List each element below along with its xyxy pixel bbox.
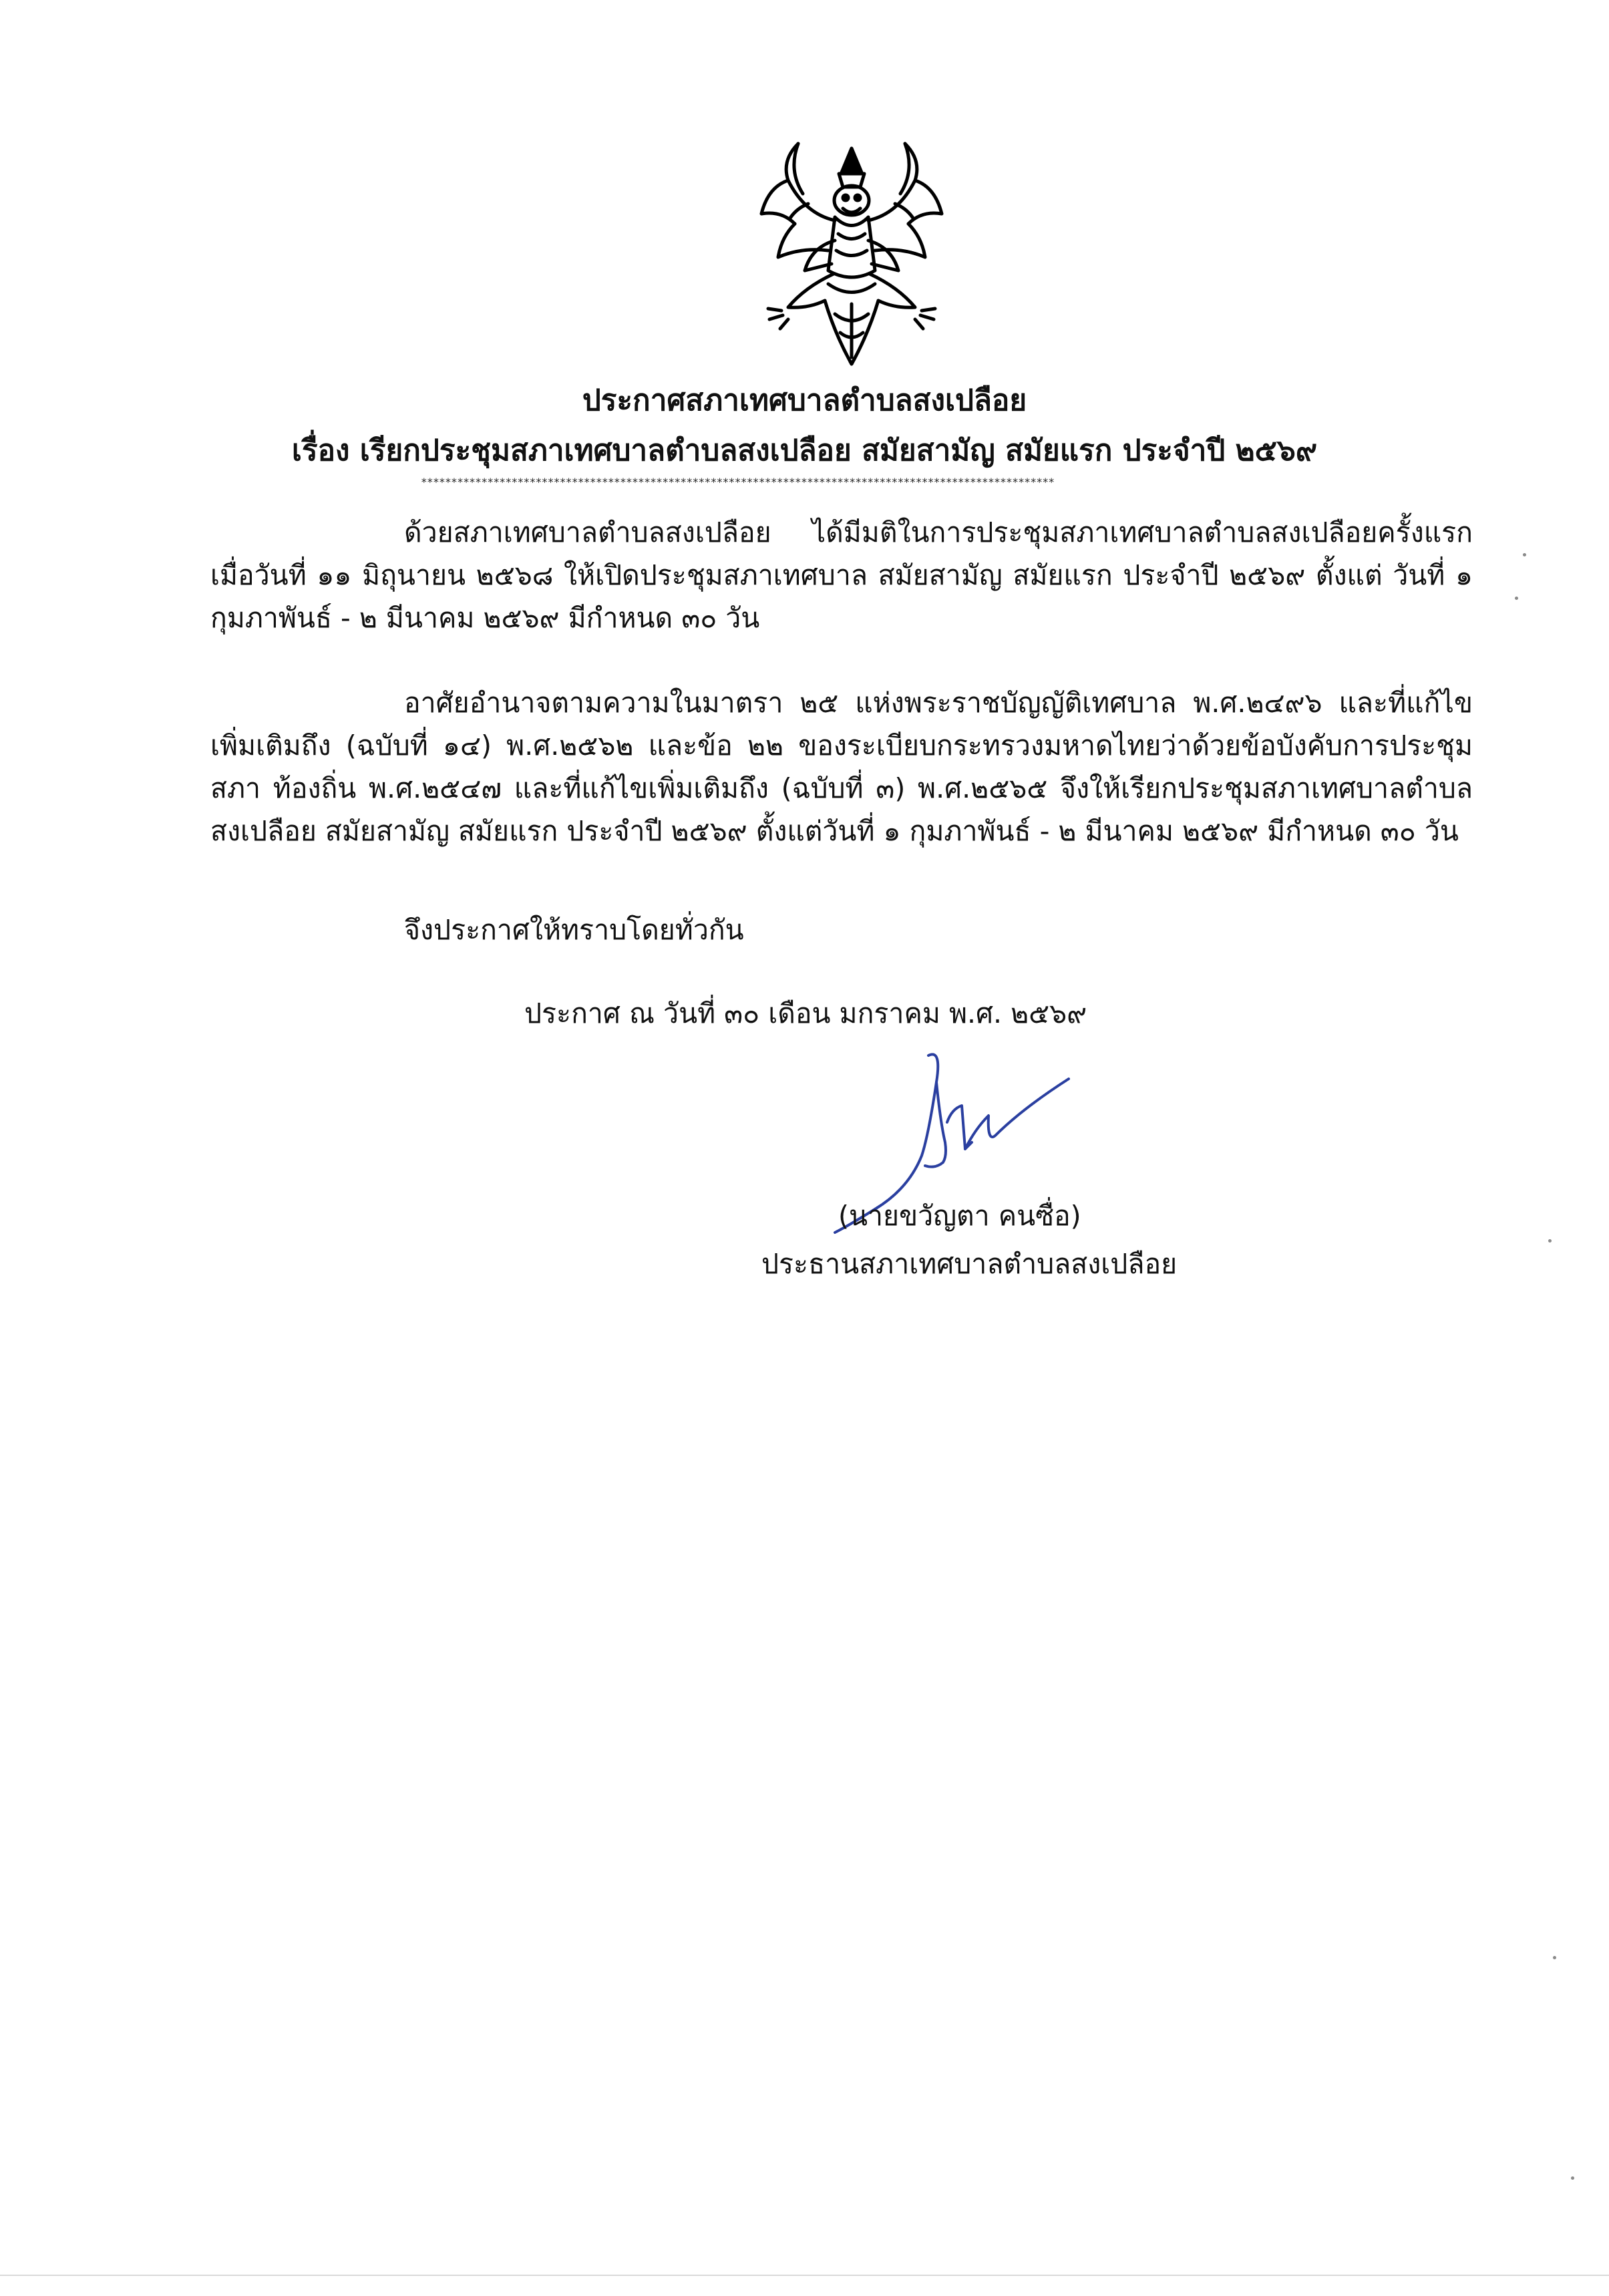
announcement-title: ประกาศสภาเทศบาลตำบลสงเปลือย bbox=[582, 383, 1027, 418]
scan-edge bbox=[0, 2275, 1609, 2276]
announcement-date: ประกาศ ณ วันที่ ๓๐ เดือน มกราคม พ.ศ. ๒๕๖๙ bbox=[524, 997, 1087, 1029]
scan-speck bbox=[1548, 1239, 1552, 1243]
garuda-emblem-icon bbox=[741, 134, 962, 374]
separator-line: ********************************************************************************************************* bbox=[421, 476, 1055, 488]
paragraph-legal-basis: อาศัยอำนาจตามความในมาตรา ๒๕ แห่งพระราชบัญญัติเทศบาล พ.ศ.๒๔๙๖ และที่แก้ไข เพิ่มเติมถึง (ฉบับที่ ๑๔) พ.ศ.๒๕๖๒ และข้อ ๒๒ ของระเบียบกระทรวงมหาดไทยว่าด้วยข้อบังคับการประชุมสภา ท้องถิ่น พ.ศ.๒๕๔๗ และที่แก้ไขเพิ่มเติมถึง (ฉบับที่ ๓) พ.ศ.๒๕๖๕ จึงให้เรียกประชุมสภาเทศบาลตำบลสงเปลือย สมัยสามัญ สมัยแรก ประจำปี ๒๕๖๙ ตั้งแต่วันที่ ๑ กุมภาพันธ์ - ๒ มีนาคม ๒๕๖๙ มีกำหนด ๓๐ วัน bbox=[210, 687, 1473, 847]
signer-position: ประธานสภาเทศบาลตำบลสงเปลือย bbox=[761, 1248, 1178, 1280]
scan-speck bbox=[1553, 1956, 1556, 1959]
signer-name: (นายขวัญตา คนซื่อ) bbox=[838, 1200, 1081, 1232]
closing-statement: จึงประกาศให้ทราบโดยทั่วกัน bbox=[404, 914, 744, 946]
announcement-subject: เรื่อง เรียกประชุมสภาเทศบาลตำบลสงเปลือย สมัยสามัญ สมัยแรก ประจำปี ๒๕๖๙ bbox=[291, 434, 1318, 468]
paragraph-resolution: ด้วยสภาเทศบาลตำบลสงเปลือย ได้มีมติในการประชุมสภาเทศบาลตำบลสงเปลือยครั้งแรก เมื่อวันที่ ๑๑ มิถุนายน ๒๕๖๘ ให้เปิดประชุมสภาเทศบาล สมัยสามัญ สมัยแรก ประจำปี ๒๕๖๙ ตั้งแต่ วันที่ ๑ กุมภาพันธ์ - ๒ มีนาคม ๒๕๖๙ มีกำหนด ๓๐ วัน bbox=[210, 516, 1473, 634]
scan-speck bbox=[1523, 553, 1526, 556]
scan-speck bbox=[1515, 597, 1518, 600]
scan-speck bbox=[1571, 2176, 1574, 2180]
